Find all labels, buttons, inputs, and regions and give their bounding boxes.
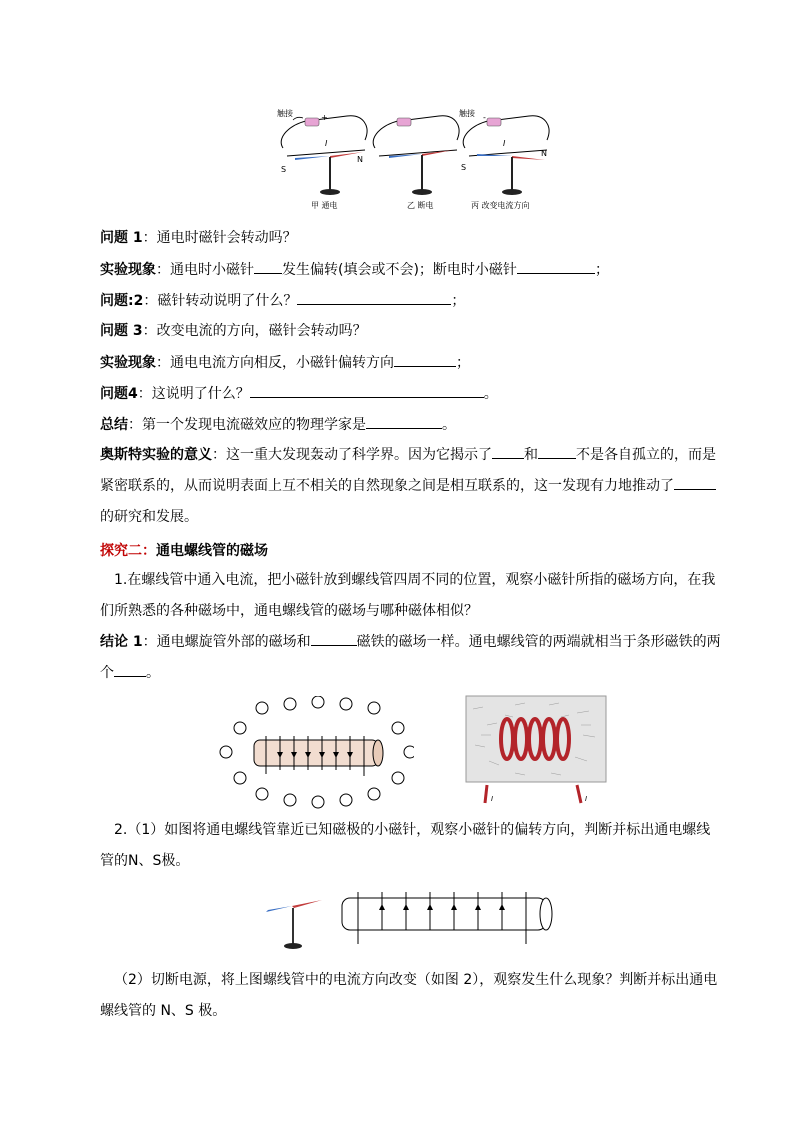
answer-blank[interactable] — [492, 444, 524, 459]
compass-solenoid-figure — [262, 884, 554, 954]
compass-needle-icon — [295, 156, 330, 160]
iron-filings-photo — [465, 695, 607, 807]
answer-blank[interactable] — [517, 259, 595, 274]
question-1: 问题 1：通电时磁针会转动吗？ — [100, 230, 297, 246]
caption-1: 甲 通电 — [311, 201, 338, 210]
answer-blank[interactable] — [297, 290, 451, 305]
answer-blank[interactable] — [114, 662, 146, 677]
oersted-meaning: 奥斯特实验的意义：这一重大发现轰动了科学界。因为它揭示了 和 不是各自孤立的，而是紧密联系的，从而说明表面上互不相关的自然现象之间是相互联系的，这一发现有力地推动了的研究和发展。 — [100, 440, 722, 533]
panel-off — [373, 116, 459, 210]
answer-blank[interactable] — [250, 383, 484, 398]
compass-needle-icon — [266, 906, 292, 912]
svg-text:-: - — [483, 113, 486, 122]
item-2: 2.（1）如图将通电螺线管靠近已知磁极的小磁针，观察小磁针的偏转方向，判断并标出通电螺线管的N、S极。 — [100, 822, 711, 869]
svg-text:N: N — [541, 149, 547, 158]
battery-icon — [397, 118, 411, 126]
answer-blank[interactable] — [366, 414, 442, 429]
summary: 总结：第一个发现电流磁效应的物理学家是 。 — [100, 414, 456, 435]
question-3: 问题 3：改变电流的方向，磁针会转动吗？ — [100, 323, 367, 339]
svg-text:I: I — [491, 795, 494, 803]
battery-icon — [487, 118, 501, 126]
panel-energized — [277, 108, 367, 210]
solenoid-tube — [342, 898, 546, 930]
observation-1: 实验现象：通电时小磁针 发生偏转(填会或不会)；断电时小磁针 ； — [100, 259, 609, 280]
section-heading: 探究二：通电螺线管的磁场 — [100, 543, 268, 559]
solenoid-tube — [254, 740, 378, 766]
oersted-experiment-figure — [275, 106, 555, 214]
caption-3: 丙 改变电流方向 — [471, 201, 530, 210]
caption-2: 乙 断电 — [407, 201, 434, 210]
answer-blank[interactable] — [674, 475, 716, 490]
solenoid-compass-ring-figure — [214, 696, 414, 812]
svg-text:I: I — [503, 139, 506, 148]
touch-label: 触接 — [277, 109, 293, 118]
touch-label: 触接 — [459, 109, 475, 118]
svg-text:N: N — [357, 155, 363, 164]
answer-blank[interactable] — [538, 444, 576, 459]
question-2: 问题:2：磁针转动说明了什么？ ； — [100, 290, 465, 311]
answer-blank[interactable] — [254, 259, 282, 274]
item-3: （2）切断电源，将上图螺线管中的电流方向改变（如图 2），观察发生什么现象？判断并标出通电螺线管的 N、S 极。 — [100, 972, 718, 1019]
item-1: 1.在螺线管中通入电流，把小磁针放到螺线管四周不同的位置，观察小磁针所指的磁场方向，在我们所熟悉的各种磁场中，通电螺线管的磁场与哪种磁体相似？ — [100, 572, 716, 619]
svg-text:I: I — [585, 795, 588, 803]
battery-icon — [305, 118, 319, 126]
svg-text:S: S — [461, 163, 467, 172]
conclusion-1: 结论 1：通电螺旋管外部的磁场和 磁铁的磁场一样。通电螺线管的两端就相当于条形磁铁的两个 。 — [100, 627, 722, 689]
answer-blank[interactable] — [394, 352, 456, 367]
question-4: 问题4：这说明了什么？ 。 — [100, 383, 498, 404]
svg-text:S: S — [281, 165, 287, 174]
svg-text:+: + — [321, 113, 328, 122]
svg-text:I: I — [325, 139, 328, 148]
panel-reversed — [459, 108, 549, 210]
observation-2: 实验现象：通电电流方向相反，小磁针偏转方向 ； — [100, 352, 470, 373]
answer-blank[interactable] — [311, 631, 357, 646]
